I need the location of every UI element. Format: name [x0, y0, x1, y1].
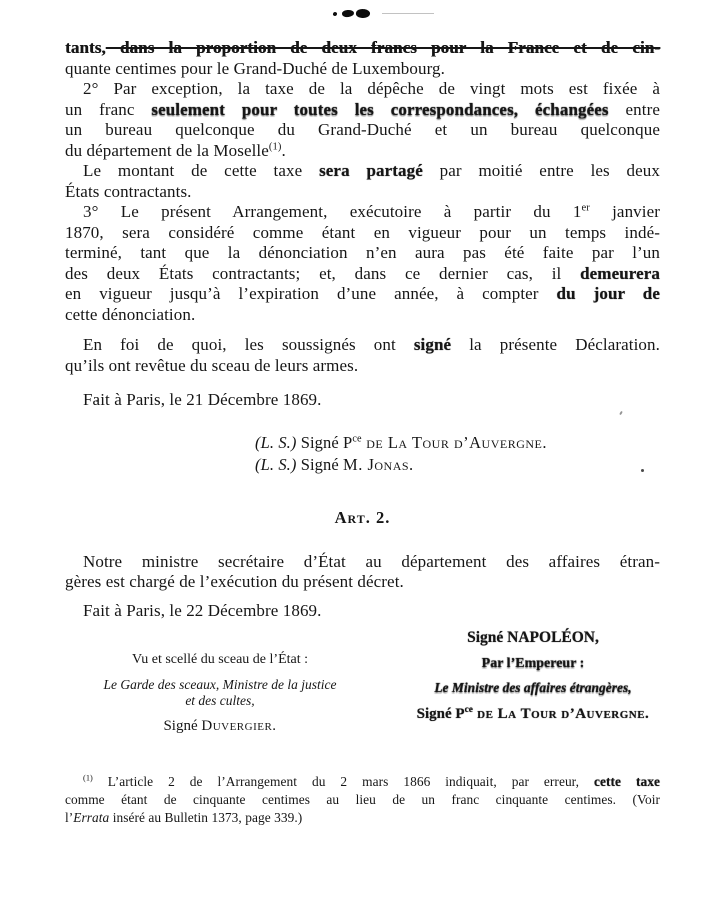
text-run: tants,: [65, 38, 106, 57]
text-run: .: [281, 140, 286, 160]
paragraph-clause-3: [65, 202, 660, 325]
paragraph-montant: [65, 161, 660, 202]
body-line: [65, 182, 660, 203]
signature-line: [70, 717, 370, 735]
heading-text: Art. 2.: [334, 507, 391, 527]
signatory-name: de La Tour d’Auvergne.: [472, 706, 650, 722]
attestation-line: [388, 655, 678, 672]
text-run: un bureau quelconque du Grand-Duché et un bureau quelconque: [65, 120, 660, 139]
body-line: [65, 601, 660, 622]
body-line: [65, 284, 660, 305]
body-line: [65, 120, 660, 141]
signature-line: [388, 629, 678, 647]
text-run: un franc: [65, 99, 152, 119]
body-line: [65, 243, 660, 264]
text-run: Fait à Paris, le 21 Décembre 1869.: [83, 390, 322, 409]
smudged-text: demeurera: [580, 263, 660, 283]
body-line: [65, 79, 660, 100]
page-number-smudge: [333, 9, 373, 19]
body-line: [65, 552, 660, 573]
body-line: [65, 141, 660, 162]
text-run: par moitié entre les deux: [422, 161, 660, 180]
body-line: [65, 100, 660, 121]
dateline-22-dec: [65, 601, 660, 622]
text-run: janvier: [589, 202, 660, 221]
text-run: Signé: [163, 718, 202, 734]
text-run: Signé P: [416, 706, 465, 722]
footnote: [65, 773, 660, 827]
text-run: En foi de quoi, les soussignés ont: [83, 335, 414, 354]
body-line: [65, 59, 660, 80]
signature-column-seal: [70, 651, 370, 735]
smudged-text: du jour de: [556, 284, 660, 303]
signatory-name: M. Jonas.: [343, 454, 414, 474]
text-run: la présente Déclaration.: [451, 335, 660, 354]
footnote-line: [65, 773, 660, 791]
signature-line: [255, 454, 660, 476]
locus-sigilli: (L. S.): [255, 432, 297, 452]
document-body: [65, 38, 660, 827]
text-run: 2° Par exception, la taxe de la dépêche de vingt mots est fixée à: [83, 79, 660, 98]
body-line: [65, 335, 660, 356]
text-run: et des cultes,: [185, 693, 255, 708]
body-line: [65, 202, 660, 223]
text-run: gères est chargé de l’exécution du présent décret.: [65, 572, 404, 591]
superscript-abbrev: ce: [464, 705, 473, 715]
smudged-text: cette taxe: [594, 774, 660, 789]
text-run: en vigueur jusqu’à l’expiration d’une année, à compter: [65, 284, 557, 303]
paragraph-clause-2: [65, 79, 660, 161]
smudged-text: Signé NAPOLÉON,: [467, 629, 599, 646]
body-line: [65, 161, 660, 182]
text-run: L’article 2 de l’Arrangement du 2 mars 1866 indiquait, par erreur,: [92, 774, 595, 789]
scan-artifact-line: [382, 13, 434, 14]
overstruck-text: dans la proportion de deux francs pour la France et de cin-: [105, 38, 660, 57]
text-run: quante centimes pour le Grand-Duché de Luxembourg.: [65, 58, 445, 78]
body-line: [65, 356, 660, 377]
footnote-line: [65, 791, 660, 809]
text-run: Signé P: [296, 432, 353, 452]
signatory-title: [70, 677, 370, 693]
superscript-ordinal: er: [581, 202, 590, 214]
text-run: Le montant de cette taxe: [83, 161, 320, 180]
text-run: Vu et scellé du sceau de l’État :: [131, 652, 309, 667]
smudged-text: sera partagé: [319, 161, 423, 180]
cited-title: Errata: [73, 810, 110, 825]
body-line: [65, 572, 660, 593]
article-2-heading: [65, 508, 660, 528]
signatory-name: de La Tour d’Auvergne.: [361, 432, 547, 452]
text-run: l’: [65, 810, 74, 825]
body-line: [65, 223, 660, 244]
paragraph-ministre: [65, 552, 660, 593]
signature-column-emperor: [388, 629, 678, 723]
text-run: des deux États contractants; et, dans ce dernier cas, il: [65, 263, 581, 283]
smudged-text: signé: [413, 335, 452, 354]
footnote-marker: (1): [83, 773, 93, 783]
text-run: du département de la Moselle: [65, 140, 269, 160]
text-run: comme étant de cinquante centimes au lieu de un franc cinquante centimes. (Voir: [65, 792, 660, 807]
body-line: [65, 305, 660, 326]
dateline-21-dec: [65, 390, 660, 411]
paragraph-continuation: [65, 38, 660, 79]
signatory-title: [388, 680, 678, 696]
text-run: États contractants.: [65, 181, 192, 201]
signature-line: [388, 705, 678, 723]
signature-line: [255, 432, 660, 454]
footnote-reference: (1): [268, 140, 282, 152]
smudged-text: Le Ministre des affaires étrangères,: [434, 680, 632, 695]
locus-sigilli: (L. S.): [255, 454, 297, 474]
text-run: cette dénonciation.: [65, 304, 196, 324]
body-line: [65, 264, 660, 285]
paragraph-en-foi: [65, 335, 660, 376]
text-run: Fait à Paris, le 22 Décembre 1869.: [83, 600, 322, 620]
signatory-title: [70, 693, 370, 709]
signatory-name: Duvergier.: [201, 718, 277, 734]
text-run: inséré au Bulletin 1373, page 339.): [109, 810, 303, 825]
seal-statement: [70, 651, 370, 668]
signature-area-decree: [65, 629, 660, 745]
text-run: entre: [608, 99, 660, 119]
body-line: [65, 38, 660, 59]
signature-block-declaration: [255, 432, 660, 476]
body-line: [65, 390, 660, 411]
smudged-text: seulement pour toutes les correspondances, échangées: [151, 99, 609, 119]
text-run: Notre ministre secrétaire d’État au département des affaires étran-: [83, 551, 660, 571]
text-run: Le Garde des sceaux, Ministre de la justice: [103, 677, 337, 692]
text-run: terminé, tant que la dénonciation n’en aura pas été faite par l’un: [65, 243, 660, 262]
superscript-abbrev: ce: [352, 433, 362, 444]
text-run: 3° Le présent Arrangement, exécutoire à partir du 1: [83, 202, 582, 221]
text-run: qu’ils ont revêtue du sceau de leurs armes.: [65, 355, 359, 375]
text-run: Signé: [296, 454, 344, 474]
footnote-line: [65, 809, 660, 827]
smudged-text: Par l’Empereur :: [481, 656, 585, 671]
text-run: 1870, sera considéré comme étant en vigueur pour un temps indé-: [65, 222, 660, 242]
